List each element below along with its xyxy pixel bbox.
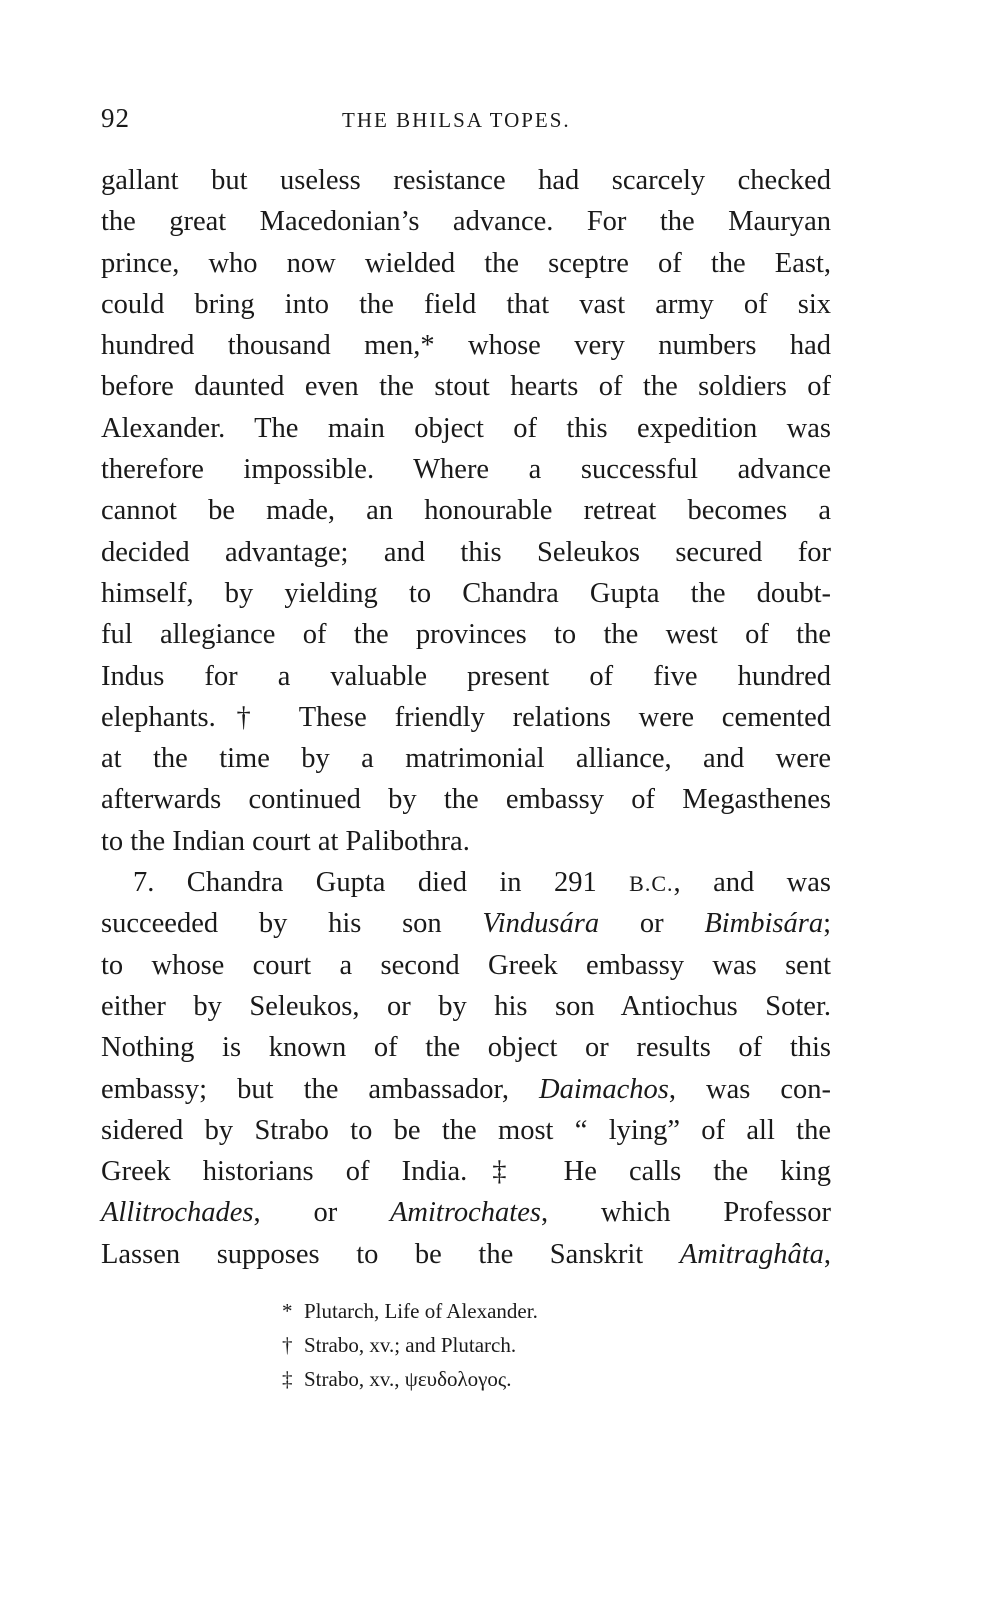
text-line: afterwards continued by the embassy of Megasthenes: [101, 784, 831, 816]
italic-name: Vindusára: [482, 908, 600, 940]
text-line: could bring into the field that vast army of six: [101, 288, 831, 320]
footnotes: [282, 1294, 538, 1396]
text-span: , or: [253, 1197, 338, 1229]
text-line: himself, by yielding to Chandra Gupta the doubt-: [101, 577, 831, 609]
text-span: ;: [823, 908, 832, 940]
paragraph-7-line: either by Seleukos, or by his son Antiochus Soter.: [101, 990, 831, 1022]
paragraph-7-line: Greek historians of India.‡ He calls the king: [101, 1156, 831, 1188]
paragraph-7-line: [101, 1234, 831, 1275]
text-line: therefore impossible. Where a successful advance: [101, 454, 831, 486]
paragraph-7-line: [101, 903, 831, 944]
footnote-text: Strabo, xv.; and Plutarch.: [304, 1333, 517, 1357]
text-span: Lassen supposes to be the Sanskrit: [101, 1238, 644, 1270]
footnote-text: Strabo, xv., ψευδολογος.: [304, 1367, 512, 1391]
paragraph-7-line: to whose court a second Greek embassy was sent: [101, 949, 831, 981]
text-span: 7. Chandra Gupta died in 291: [133, 867, 597, 899]
italic-name: Allitrochades: [101, 1197, 254, 1229]
paragraph-7-line: [101, 1192, 831, 1233]
text-span: succeeded by his son: [101, 908, 442, 940]
paragraph-7-line: sidered by Strabo to be the most “ lying” of all the: [101, 1114, 831, 1146]
italic-name: Amitrochates: [390, 1197, 541, 1229]
text-span: , which Professor: [540, 1197, 831, 1229]
era-abbreviation: B.C.: [629, 871, 674, 897]
text-span: , and was: [673, 867, 831, 899]
text-span: , was con-: [668, 1073, 831, 1105]
text-line: cannot be made, an honourable retreat becomes a: [101, 495, 831, 527]
text-line: prince, who now wielded the sceptre of the East,: [101, 247, 831, 279]
text-span: ,: [823, 1238, 832, 1270]
paragraph-7-line: Nothing is known of the object or results of this: [101, 1032, 831, 1064]
text-line: Indus for a valuable present of five hundred: [101, 660, 831, 692]
running-head: THE BHILSA TOPES.: [342, 108, 571, 132]
text-line: at the time by a matrimonial alliance, and were: [101, 743, 831, 775]
footnote: [282, 1328, 538, 1362]
text-line: decided advantage; and this Seleukos secured for: [101, 536, 831, 568]
footnote: [282, 1294, 538, 1328]
italic-name: Amitraghâta: [679, 1238, 824, 1270]
footnote: [282, 1362, 538, 1396]
body-text: [101, 160, 831, 1275]
footnote-mark: †: [282, 1333, 293, 1357]
text-line: elephants.† These friendly relations were cemented: [101, 701, 831, 733]
italic-name: Daimachos: [539, 1073, 669, 1105]
text-line: to the Indian court at Palibothra.: [101, 825, 470, 857]
paragraph-7-line: [101, 1069, 831, 1110]
paragraph-7-line: [101, 862, 831, 903]
text-line: the great Macedonian’s advance. For the Mauryan: [101, 206, 831, 238]
text-line: Alexander. The main object of this expedition was: [101, 412, 831, 444]
text-span: embassy; but the ambassador,: [101, 1073, 509, 1105]
text-line: hundred thousand men,* whose very numbers had: [101, 330, 831, 362]
text-line: gallant but useless resistance had scarcely checked: [101, 165, 831, 196]
text-span: or: [639, 908, 664, 940]
footnote-mark: *: [282, 1299, 293, 1323]
italic-name: Bimbisára: [704, 908, 824, 940]
text-line: ful allegiance of the provinces to the west of the: [101, 619, 831, 651]
text-line: before daunted even the stout hearts of the soldiers of: [101, 371, 831, 403]
footnote-text: Plutarch, Life of Alexander.: [304, 1299, 538, 1323]
footnote-mark: ‡: [282, 1367, 293, 1391]
page-number: 92: [101, 103, 130, 133]
